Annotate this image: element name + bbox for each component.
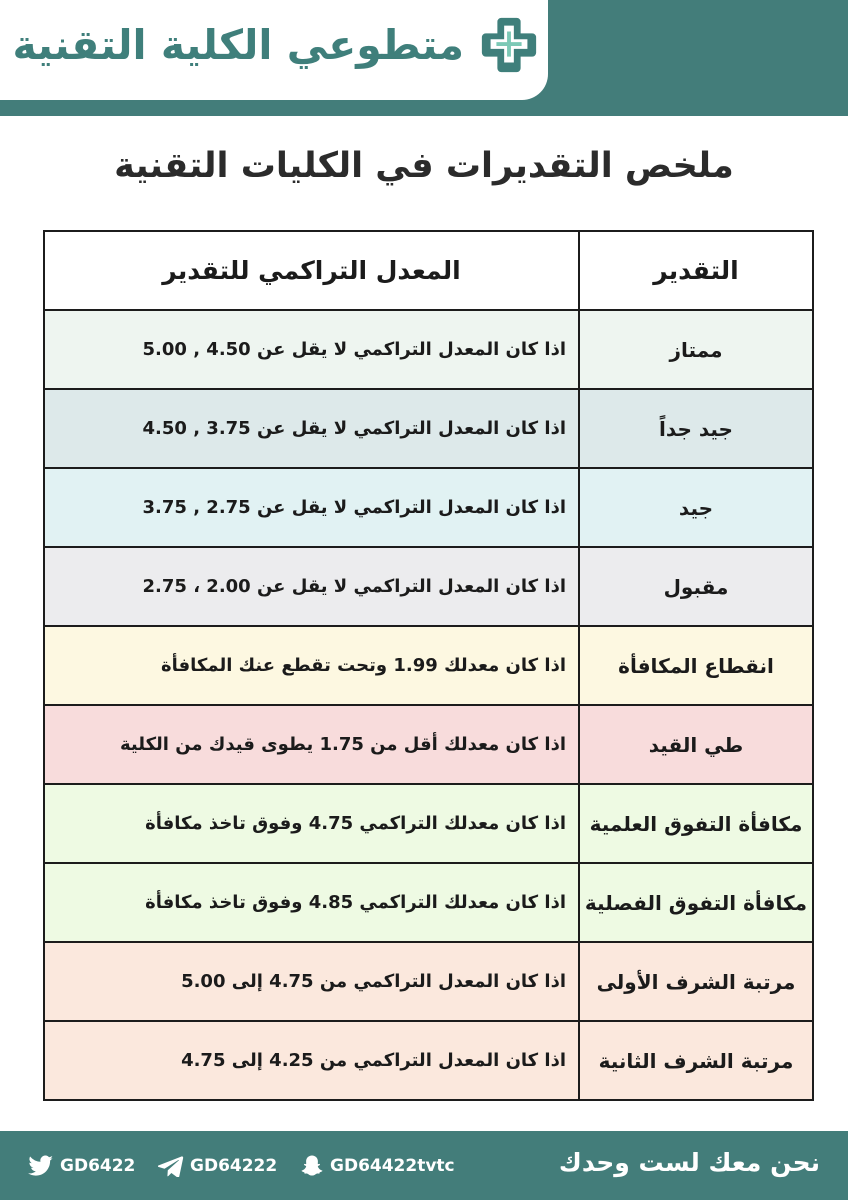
snapchat-link[interactable] xyxy=(300,1152,455,1180)
plus-cross-logo-icon xyxy=(478,14,540,76)
table-header-row xyxy=(44,231,813,310)
table-row xyxy=(44,310,813,389)
grade-cell: مكافأة التفوق الفصلية xyxy=(579,863,813,942)
grade-cell: مرتبة الشرف الأولى xyxy=(579,942,813,1021)
twitter-link[interactable] xyxy=(28,1152,135,1180)
snapchat-ghost-icon xyxy=(300,1154,324,1178)
telegram-link[interactable] xyxy=(158,1152,277,1180)
grade-cell: مكافأة التفوق العلمية xyxy=(579,784,813,863)
table-row xyxy=(44,705,813,784)
table-row xyxy=(44,626,813,705)
table-row xyxy=(44,784,813,863)
gpa-condition-cell: اذا كان المعدل التراكمي لا يقل عن 2.75 , 3.75 xyxy=(44,468,579,547)
column-header-gpa: المعدل التراكمي للتقدير xyxy=(44,231,579,310)
gpa-condition-cell: اذا كان معدلك التراكمي 4.75 وفوق تاخذ مكافأة xyxy=(44,784,579,863)
table-row xyxy=(44,389,813,468)
footer-slogan: نحن معك لست وحدك xyxy=(558,1148,820,1177)
table-row xyxy=(44,468,813,547)
column-header-grade: التقدير xyxy=(579,231,813,310)
grade-cell: جيد xyxy=(579,468,813,547)
grade-cell: جيد جداً xyxy=(579,389,813,468)
gpa-condition-cell: اذا كان معدلك أقل من 1.75 يطوى قيدك من الكلية xyxy=(44,705,579,784)
table-row xyxy=(44,942,813,1021)
table-row xyxy=(44,1021,813,1100)
gpa-condition-cell: اذا كان معدلك 1.99 وتحت تقطع عنك المكافأة xyxy=(44,626,579,705)
telegram-plane-icon xyxy=(158,1155,184,1177)
brand xyxy=(13,14,540,76)
page-title: ملخص التقديرات في الكليات التقنية xyxy=(114,146,734,186)
header-plate xyxy=(0,0,548,100)
twitter-bird-icon xyxy=(28,1155,54,1177)
gpa-condition-cell: اذا كان المعدل التراكمي لا يقل عن 3.75 , 4.50 xyxy=(44,389,579,468)
grade-cell: ممتاز xyxy=(579,310,813,389)
gpa-condition-cell: اذا كان المعدل التراكمي لا يقل عن 4.50 , 5.00 xyxy=(44,310,579,389)
gpa-condition-cell: اذا كان المعدل التراكمي من 4.25 إلى 4.75 xyxy=(44,1021,579,1100)
snapchat-handle: GD64422tvtc xyxy=(330,1156,455,1176)
grade-cell: انقطاع المكافأة xyxy=(579,626,813,705)
grade-cell: مقبول xyxy=(579,547,813,626)
table-row xyxy=(44,863,813,942)
gpa-condition-cell: اذا كان معدلك التراكمي 4.85 وفوق تاخذ مكافأة xyxy=(44,863,579,942)
twitter-handle: GD6422 xyxy=(60,1156,136,1176)
gpa-condition-cell: اذا كان المعدل التراكمي لا يقل عن 2.00 ، 2.75 xyxy=(44,547,579,626)
grades-table xyxy=(43,230,814,1101)
gpa-condition-cell: اذا كان المعدل التراكمي من 4.75 إلى 5.00 xyxy=(44,942,579,1021)
brand-title: متطوعي الكلية التقنية xyxy=(12,21,464,69)
table-row xyxy=(44,547,813,626)
grade-cell: طي القيد xyxy=(579,705,813,784)
telegram-handle: GD64222 xyxy=(190,1156,278,1176)
grade-cell: مرتبة الشرف الثانية xyxy=(579,1021,813,1100)
